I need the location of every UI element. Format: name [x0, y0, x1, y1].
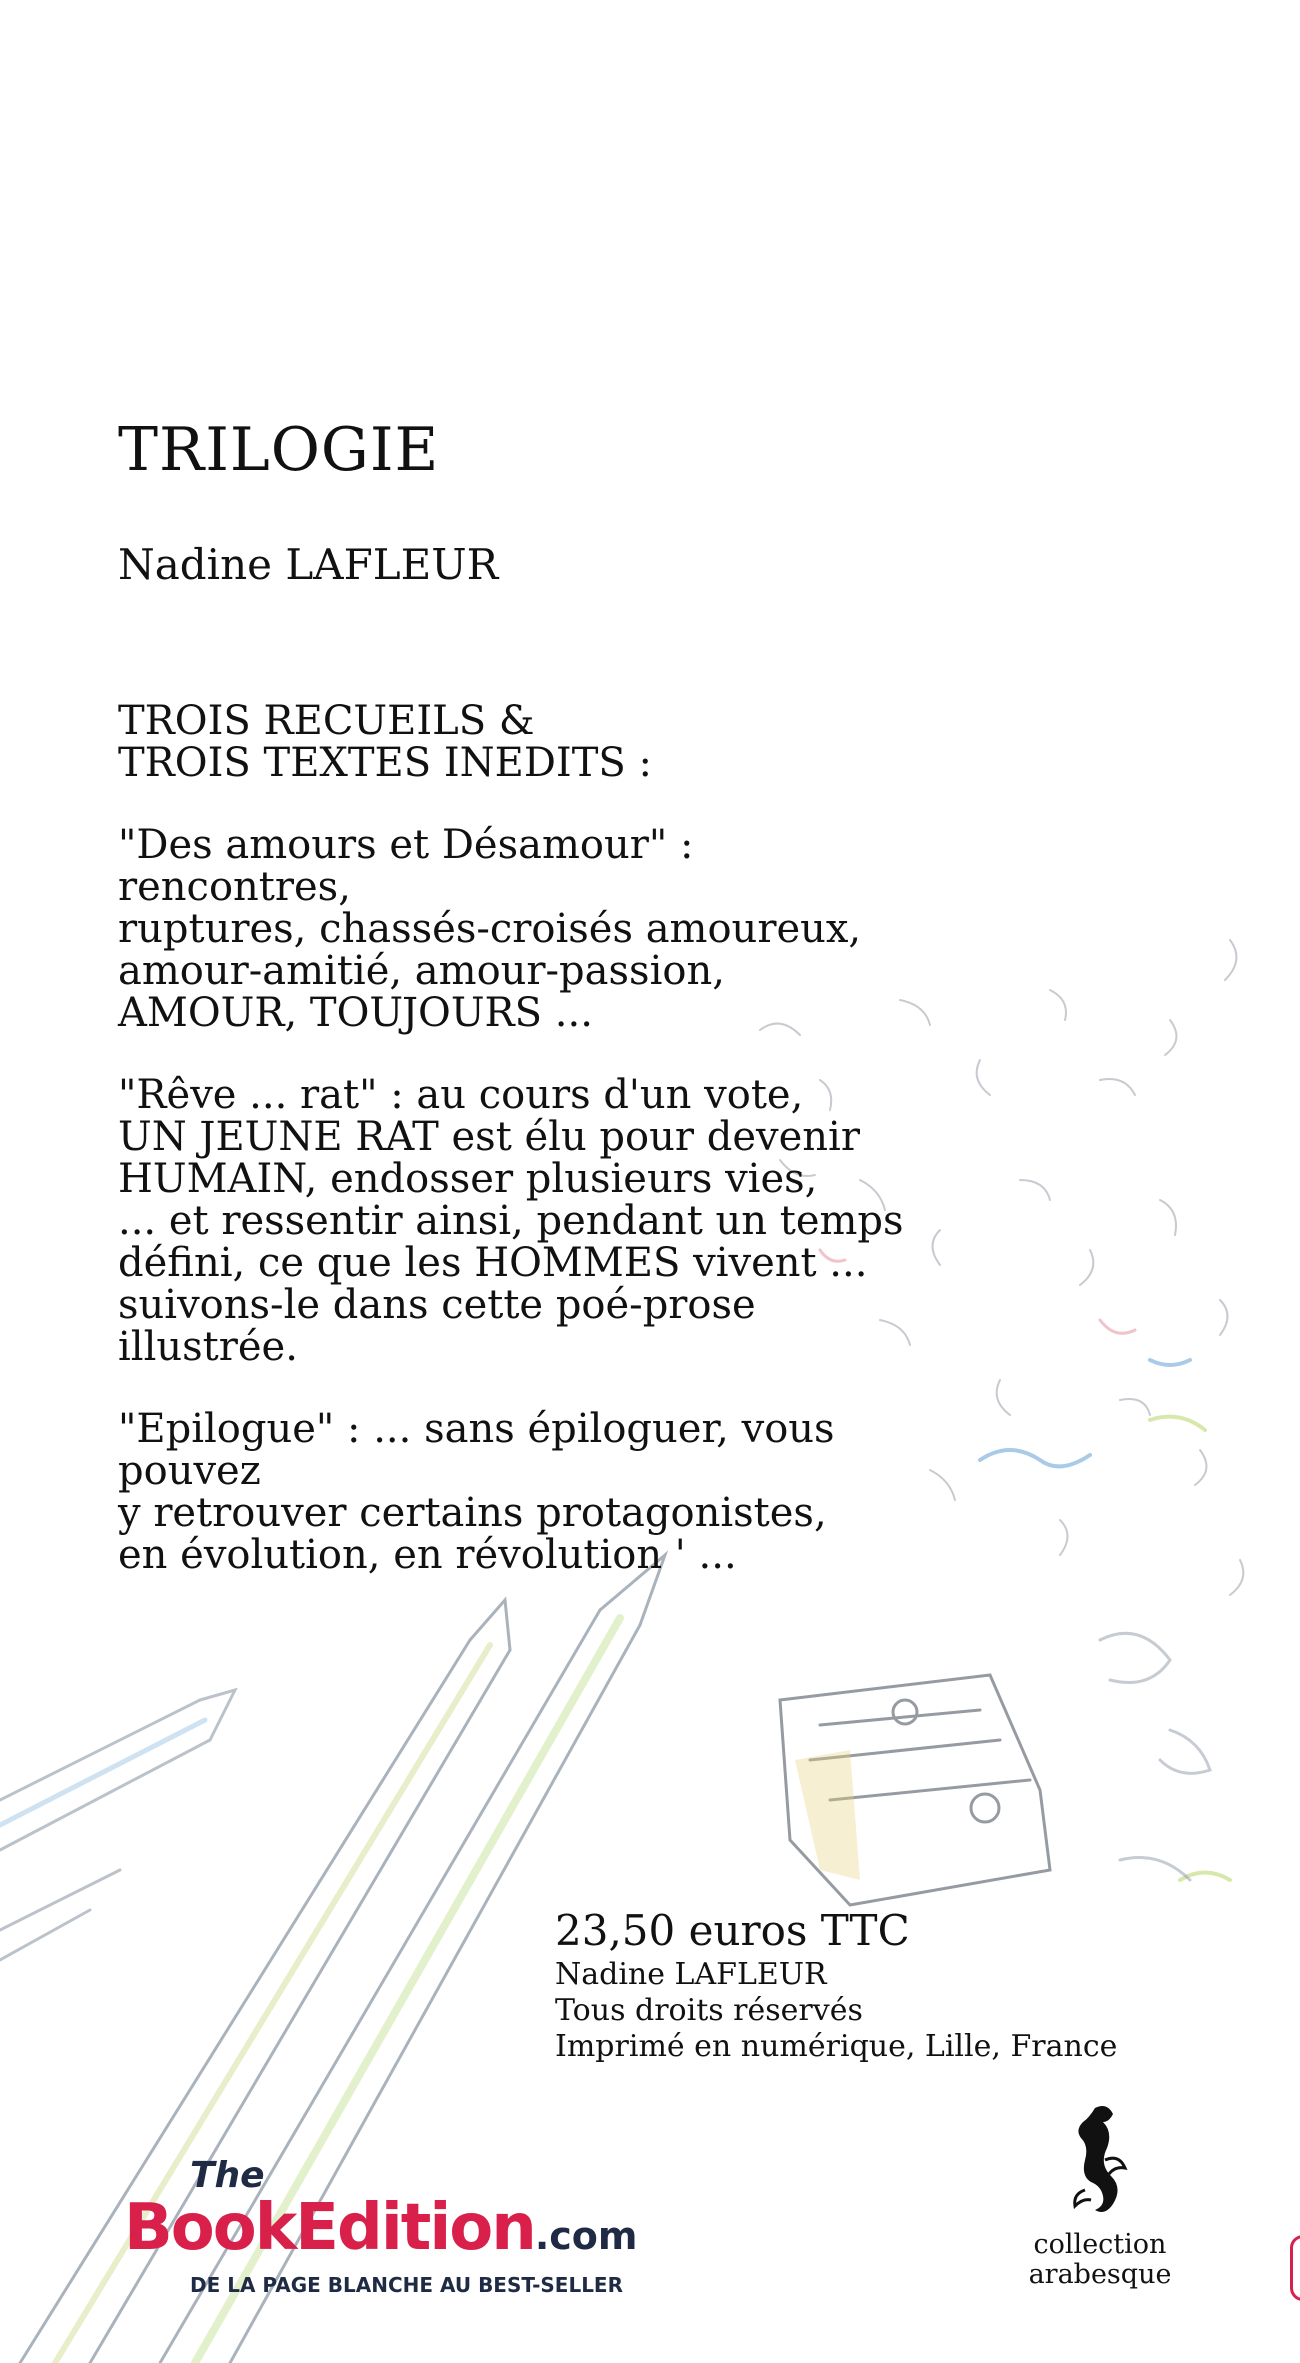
- blurb-line: "Rêve ... rat" : au cours d'un vote,: [118, 1072, 804, 1118]
- blurb-line: en évolution, en révolution ' ...: [118, 1532, 737, 1578]
- logo-brand-main: BookEdition: [124, 2191, 535, 2265]
- blurb-section-reve-rat: [118, 1074, 978, 1368]
- book-title: TRILOGIE: [118, 415, 440, 485]
- printing-location: Imprimé en numérique, Lille, France: [555, 2029, 1118, 2064]
- edge-mark-icon: [1290, 2235, 1300, 2301]
- blurb-heading: [118, 700, 978, 784]
- blurb-line: amour-amitié, amour-passion,: [118, 948, 725, 994]
- blurb-line: défini, ce que les HOMMES vivent ...: [118, 1240, 868, 1286]
- seahorse-arabesque-icon: [1065, 2100, 1135, 2230]
- blurb-line: ruptures, chassés-croisés amoureux,: [118, 906, 862, 952]
- blurb-line: "Epilogue" : ... sans épiloguer, vous: [118, 1406, 835, 1452]
- blurb-heading-line: TROIS TEXTES INEDITS :: [118, 740, 653, 786]
- rights-author: Nadine LAFLEUR: [555, 1957, 827, 1992]
- blurb-line: AMOUR, TOUJOURS ...: [118, 990, 593, 1036]
- collection-arabesque-logo: [1020, 2100, 1180, 2290]
- blurb-line: ... et ressentir ainsi, pendant un temps: [118, 1198, 904, 1244]
- rights-reserved: Tous droits réservés: [555, 1993, 863, 2028]
- logo-brand-suffix: .com: [534, 2214, 638, 2258]
- blurb-heading-line: TROIS RECUEILS &: [118, 698, 535, 744]
- collection-name: arabesque: [1028, 2259, 1172, 2290]
- blurb-line: HUMAIN, endosser plusieurs vies,: [118, 1156, 818, 1202]
- price-and-rights-block: [555, 1905, 1117, 2065]
- blurb-line: illustrée.: [118, 1324, 298, 1370]
- blurb-section-epilogue: [118, 1408, 978, 1576]
- blurb-line: rencontres,: [118, 864, 351, 910]
- blurb-line: suivons-le dans cette poé-prose: [118, 1282, 756, 1328]
- logo-the: The: [190, 2155, 265, 2196]
- back-cover-blurb: [118, 700, 978, 1616]
- bookedition-logo: [120, 2155, 710, 2295]
- book-author: Nadine LAFLEUR: [118, 540, 499, 589]
- blurb-line: y retrouver certains protagonistes,: [118, 1490, 827, 1536]
- blurb-section-amours: [118, 824, 978, 1034]
- price: 23,50 euros TTC: [555, 1906, 910, 1955]
- collection-label: collection: [1033, 2229, 1167, 2260]
- logo-brand: [124, 2191, 637, 2265]
- blurb-line: pouvez: [118, 1448, 261, 1494]
- blurb-line: "Des amours et Désamour" :: [118, 822, 694, 868]
- logo-tagline: DE LA PAGE BLANCHE AU BEST-SELLER: [190, 2273, 623, 2297]
- blurb-line: UN JEUNE RAT est élu pour devenir: [118, 1114, 860, 1160]
